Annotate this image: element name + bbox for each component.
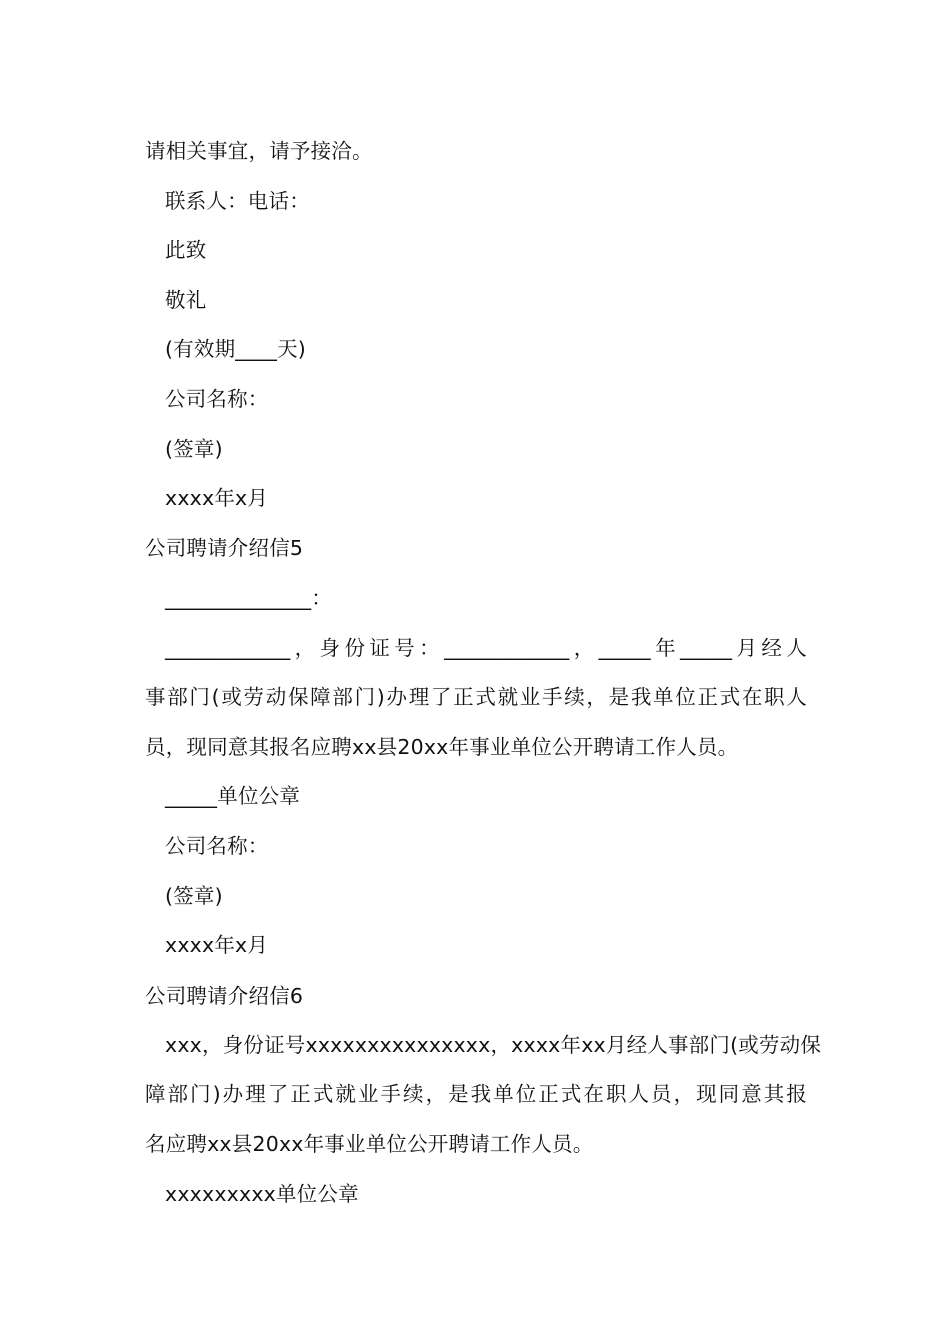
body-line: 障部门)办理了正式就业手续，是我单位正式在职人员，现同意其报 [145,1082,807,1106]
closing-salutation: 此致 [165,238,207,262]
body-line: 名应聘xx县20xx年事业单位公开聘请工作人员。 [145,1132,594,1156]
seal-line: _____单位公章 [165,784,301,808]
closing-regards: 敬礼 [165,288,207,312]
section-heading: 公司聘请介绍信5 [145,536,304,560]
text-line: 请相关事宜，请予接洽。 [145,139,373,163]
body-line: 员，现同意其报名应聘xx县20xx年事业单位公开聘请工作人员。 [145,735,739,759]
contact-line: 联系人：电话： [165,189,310,213]
date-line: xxxx年x月 [165,933,269,957]
body-line: xxx，身份证号xxxxxxxxxxxxxxx，xxxx年xx月经人事部门(或劳动保 [165,1033,822,1057]
seal-line: xxxxxxxxx单位公章 [165,1182,359,1206]
signature-line: (签章) [165,437,223,461]
date-line: xxxx年x月 [165,486,269,510]
company-name-line: 公司名称： [165,834,269,858]
signature-line: (签章) [165,884,223,908]
recipient-line: ______________： [165,586,332,610]
section-heading: 公司聘请介绍信6 [145,984,304,1008]
company-name-line: 公司名称： [165,387,269,411]
body-line: ____________，身份证号：____________，_____年_____月经人 [165,636,807,660]
validity-line: (有效期____天) [165,337,306,361]
body-line: 事部门(或劳动保障部门)办理了正式就业手续，是我单位正式在职人 [145,685,807,709]
